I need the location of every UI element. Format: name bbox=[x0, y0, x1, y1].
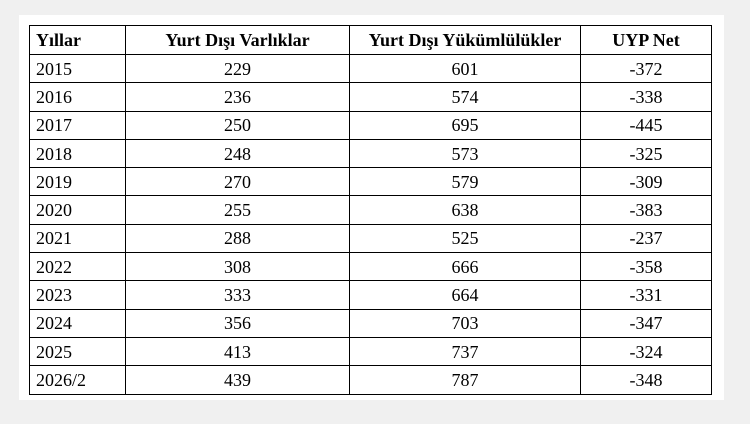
table-row bbox=[30, 309, 712, 337]
foreign-liabilities-cell: 787 bbox=[350, 366, 581, 394]
table-row bbox=[30, 111, 712, 139]
foreign-assets-cell: 308 bbox=[126, 253, 350, 281]
table-row bbox=[30, 281, 712, 309]
year-cell: 2023 bbox=[30, 281, 126, 309]
column-header-foreign-assets: Yurt Dışı Varlıklar bbox=[126, 26, 350, 55]
foreign-liabilities-cell: 574 bbox=[350, 83, 581, 111]
foreign-liabilities-cell: 695 bbox=[350, 111, 581, 139]
foreign-assets-cell: 356 bbox=[126, 309, 350, 337]
foreign-liabilities-cell: 703 bbox=[350, 309, 581, 337]
iip-net-cell: -338 bbox=[581, 83, 712, 111]
year-cell: 2021 bbox=[30, 224, 126, 252]
foreign-assets-cell: 229 bbox=[126, 55, 350, 83]
iip-net-cell: -331 bbox=[581, 281, 712, 309]
year-cell: 2020 bbox=[30, 196, 126, 224]
table-row bbox=[30, 253, 712, 281]
foreign-liabilities-cell: 601 bbox=[350, 55, 581, 83]
foreign-assets-cell: 255 bbox=[126, 196, 350, 224]
table-row bbox=[30, 168, 712, 196]
foreign-assets-cell: 413 bbox=[126, 337, 350, 365]
foreign-liabilities-cell: 664 bbox=[350, 281, 581, 309]
foreign-liabilities-cell: 737 bbox=[350, 337, 581, 365]
year-cell: 2018 bbox=[30, 139, 126, 167]
year-cell: 2019 bbox=[30, 168, 126, 196]
iip-net-cell: -445 bbox=[581, 111, 712, 139]
column-header-years: Yıllar bbox=[30, 26, 126, 55]
year-cell: 2025 bbox=[30, 337, 126, 365]
iip-net-cell: -347 bbox=[581, 309, 712, 337]
table-row bbox=[30, 55, 712, 83]
foreign-liabilities-cell: 525 bbox=[350, 224, 581, 252]
table-row bbox=[30, 337, 712, 365]
table-row bbox=[30, 196, 712, 224]
document-page bbox=[19, 15, 724, 400]
data-table bbox=[29, 25, 712, 395]
foreign-liabilities-cell: 573 bbox=[350, 139, 581, 167]
table-row bbox=[30, 83, 712, 111]
foreign-assets-cell: 333 bbox=[126, 281, 350, 309]
iip-net-cell: -309 bbox=[581, 168, 712, 196]
column-header-iip-net: UYP Net bbox=[581, 26, 712, 55]
table-row bbox=[30, 224, 712, 252]
header-row bbox=[30, 26, 712, 55]
table-row bbox=[30, 139, 712, 167]
year-cell: 2015 bbox=[30, 55, 126, 83]
year-cell: 2026/2 bbox=[30, 366, 126, 394]
year-cell: 2024 bbox=[30, 309, 126, 337]
foreign-assets-cell: 248 bbox=[126, 139, 350, 167]
foreign-liabilities-cell: 638 bbox=[350, 196, 581, 224]
foreign-assets-cell: 250 bbox=[126, 111, 350, 139]
table-row bbox=[30, 366, 712, 394]
iip-net-cell: -372 bbox=[581, 55, 712, 83]
iip-net-cell: -348 bbox=[581, 366, 712, 394]
iip-net-cell: -325 bbox=[581, 139, 712, 167]
column-header-foreign-liabilities: Yurt Dışı Yükümlülükler bbox=[350, 26, 581, 55]
foreign-assets-cell: 439 bbox=[126, 366, 350, 394]
foreign-assets-cell: 270 bbox=[126, 168, 350, 196]
iip-net-cell: -237 bbox=[581, 224, 712, 252]
iip-net-cell: -324 bbox=[581, 337, 712, 365]
foreign-liabilities-cell: 579 bbox=[350, 168, 581, 196]
year-cell: 2016 bbox=[30, 83, 126, 111]
iip-net-cell: -358 bbox=[581, 253, 712, 281]
foreign-assets-cell: 236 bbox=[126, 83, 350, 111]
year-cell: 2017 bbox=[30, 111, 126, 139]
iip-net-cell: -383 bbox=[581, 196, 712, 224]
year-cell: 2022 bbox=[30, 253, 126, 281]
foreign-liabilities-cell: 666 bbox=[350, 253, 581, 281]
foreign-assets-cell: 288 bbox=[126, 224, 350, 252]
